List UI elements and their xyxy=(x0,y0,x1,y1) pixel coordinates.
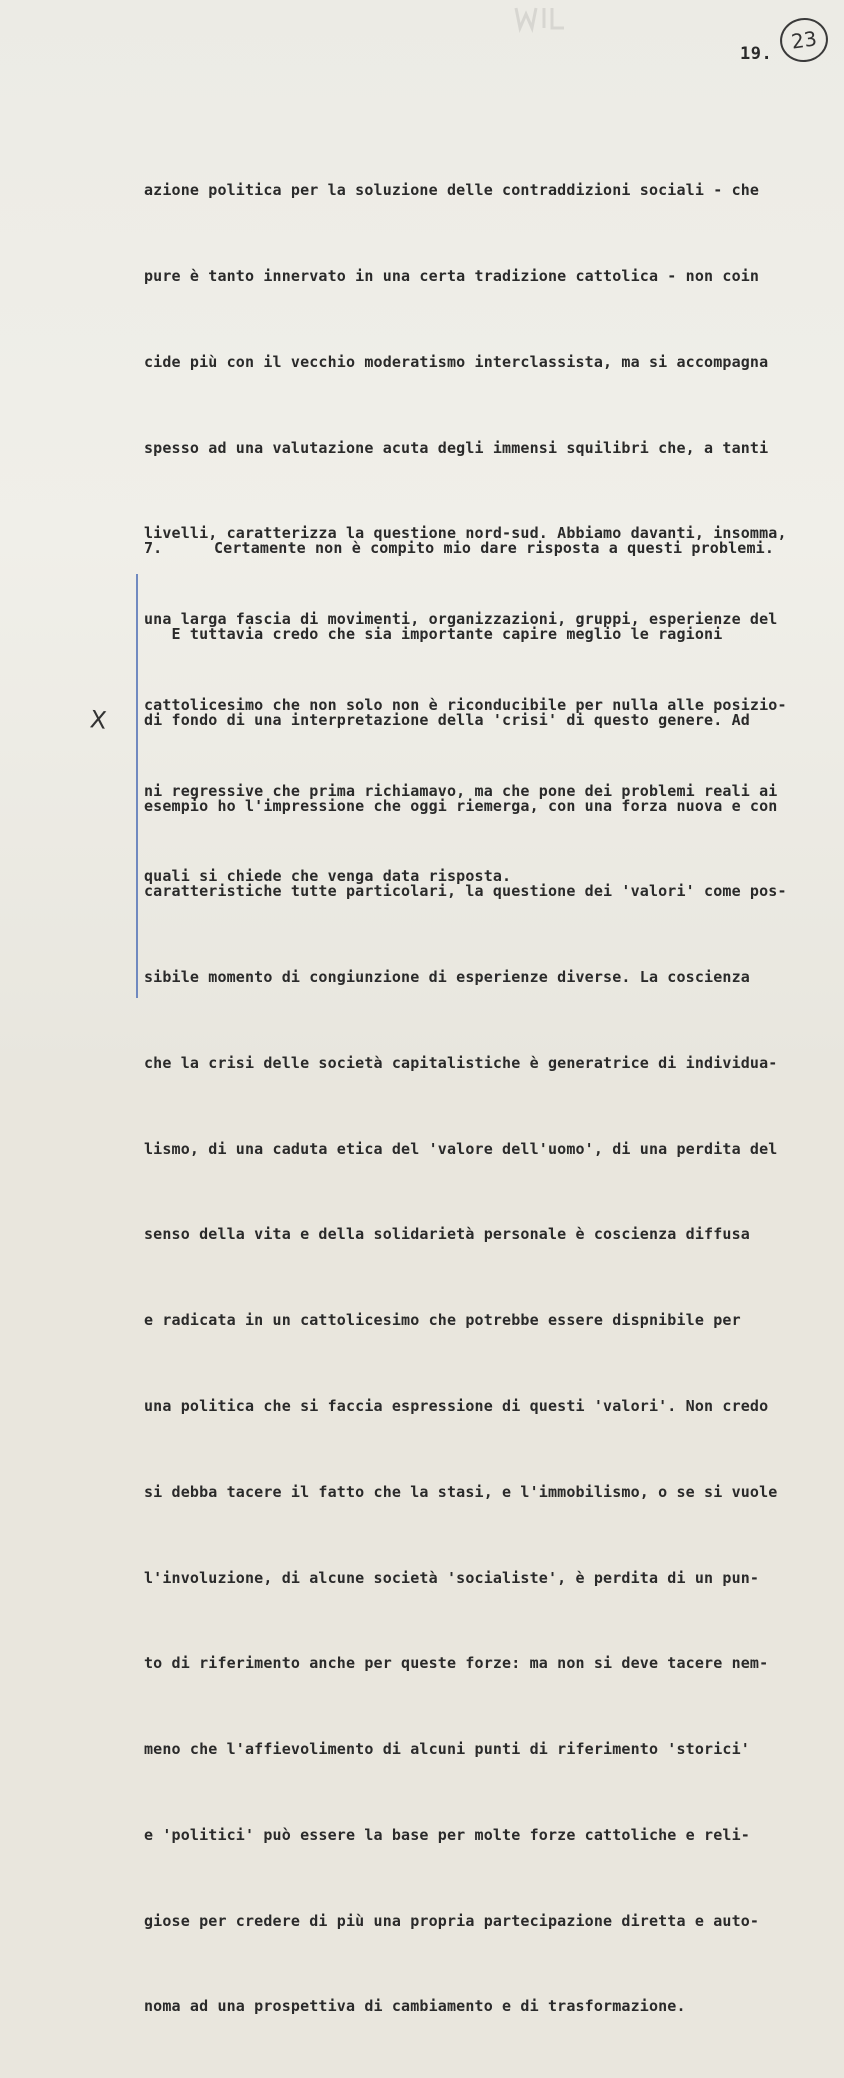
text-line: e radicata in un cattolicesimo che potrebbe essere dispnibile per xyxy=(144,1311,741,1330)
paragraph-2 xyxy=(144,477,844,2078)
text-line: spesso ad una valutazione acuta degli immensi squilibri che, a tanti xyxy=(144,438,769,457)
text-line: giose per credere di più una propria partecipazione diretta e auto- xyxy=(144,1911,760,1930)
text-line: di fondo di una interpretazione della 'crisi' di questo genere. Ad xyxy=(144,710,750,729)
text-line: lismo, di una caduta etica del 'valore dell'uomo', di una perdita del xyxy=(144,1139,778,1158)
watermark-icon xyxy=(510,4,570,32)
text-line: senso della vita e della solidarietà personale è coscienza diffusa xyxy=(144,1225,750,1244)
text-line: azione politica per la soluzione delle contraddizioni sociali - che xyxy=(144,181,760,200)
stamp-circle xyxy=(777,15,831,65)
text-line: pure è tanto innervato in una certa tradizione cattolica - non coin xyxy=(144,266,760,285)
text-line: cattolicesimo che non solo non è riconducibile per nulla alle posizio- xyxy=(144,695,787,714)
margin-highlight-bar xyxy=(136,574,138,998)
text-line: l'involuzione, di alcune società 'socialiste', è perdita di un pun- xyxy=(144,1568,760,1587)
text-line: una politica che si faccia espressione di questi 'valori'. Non credo xyxy=(144,1397,769,1415)
text-line: sibile momento di congiunzione di esperienze diverse. La coscienza xyxy=(144,968,750,987)
text-line: to di riferimento anche per queste forze: ma non si deve tacere nem- xyxy=(144,1654,769,1673)
text-line: cide più con il vecchio moderatismo interclassista, ma si accompagna xyxy=(144,352,769,371)
margin-x-mark: X xyxy=(88,705,108,735)
text-line: meno che l'affievolimento di alcuni punti di riferimento 'storici' xyxy=(144,1740,750,1759)
page-number: 19. xyxy=(740,44,773,64)
text-line: una larga fascia di movimenti, organizzazioni, gruppi, esperienze del xyxy=(144,610,778,629)
text-line: che la crisi delle società capitalistiche è generatrice di individua- xyxy=(144,1053,778,1072)
text-line: quali si chiede che venga data risposta. xyxy=(144,867,512,886)
text-line: e 'politici' può essere la base per molte forze cattoliche e reli- xyxy=(144,1825,750,1844)
text-line-first xyxy=(144,534,844,563)
text-line: noma ad una prospettiva di cambiamento e di trasformazione. xyxy=(144,1997,686,2016)
first-line-text: Certamente non è compito mio dare risposta a questi problemi. xyxy=(214,539,775,558)
text-line: esempio ho l'impressione che oggi riemerga, con una forza nuova e con xyxy=(144,796,778,815)
text-line: si debba tacere il fatto che la stasi, e l'immobilismo, o se si vuole xyxy=(144,1482,778,1501)
text-line: caratteristiche tutte particolari, la questione dei 'valori' come pos- xyxy=(144,882,787,901)
text-line: E tuttavia credo che sia importante capire meglio le ragioni xyxy=(144,624,723,643)
stamp-number: 23 xyxy=(789,26,819,54)
text-line: ni regressive che prima richiamavo, ma che pone dei problemi reali ai xyxy=(144,781,778,800)
text-line: livelli, caratterizza la questione nord-sud. Abbiamo davanti, insomma, xyxy=(144,524,787,543)
section-number: 7. xyxy=(144,539,163,558)
